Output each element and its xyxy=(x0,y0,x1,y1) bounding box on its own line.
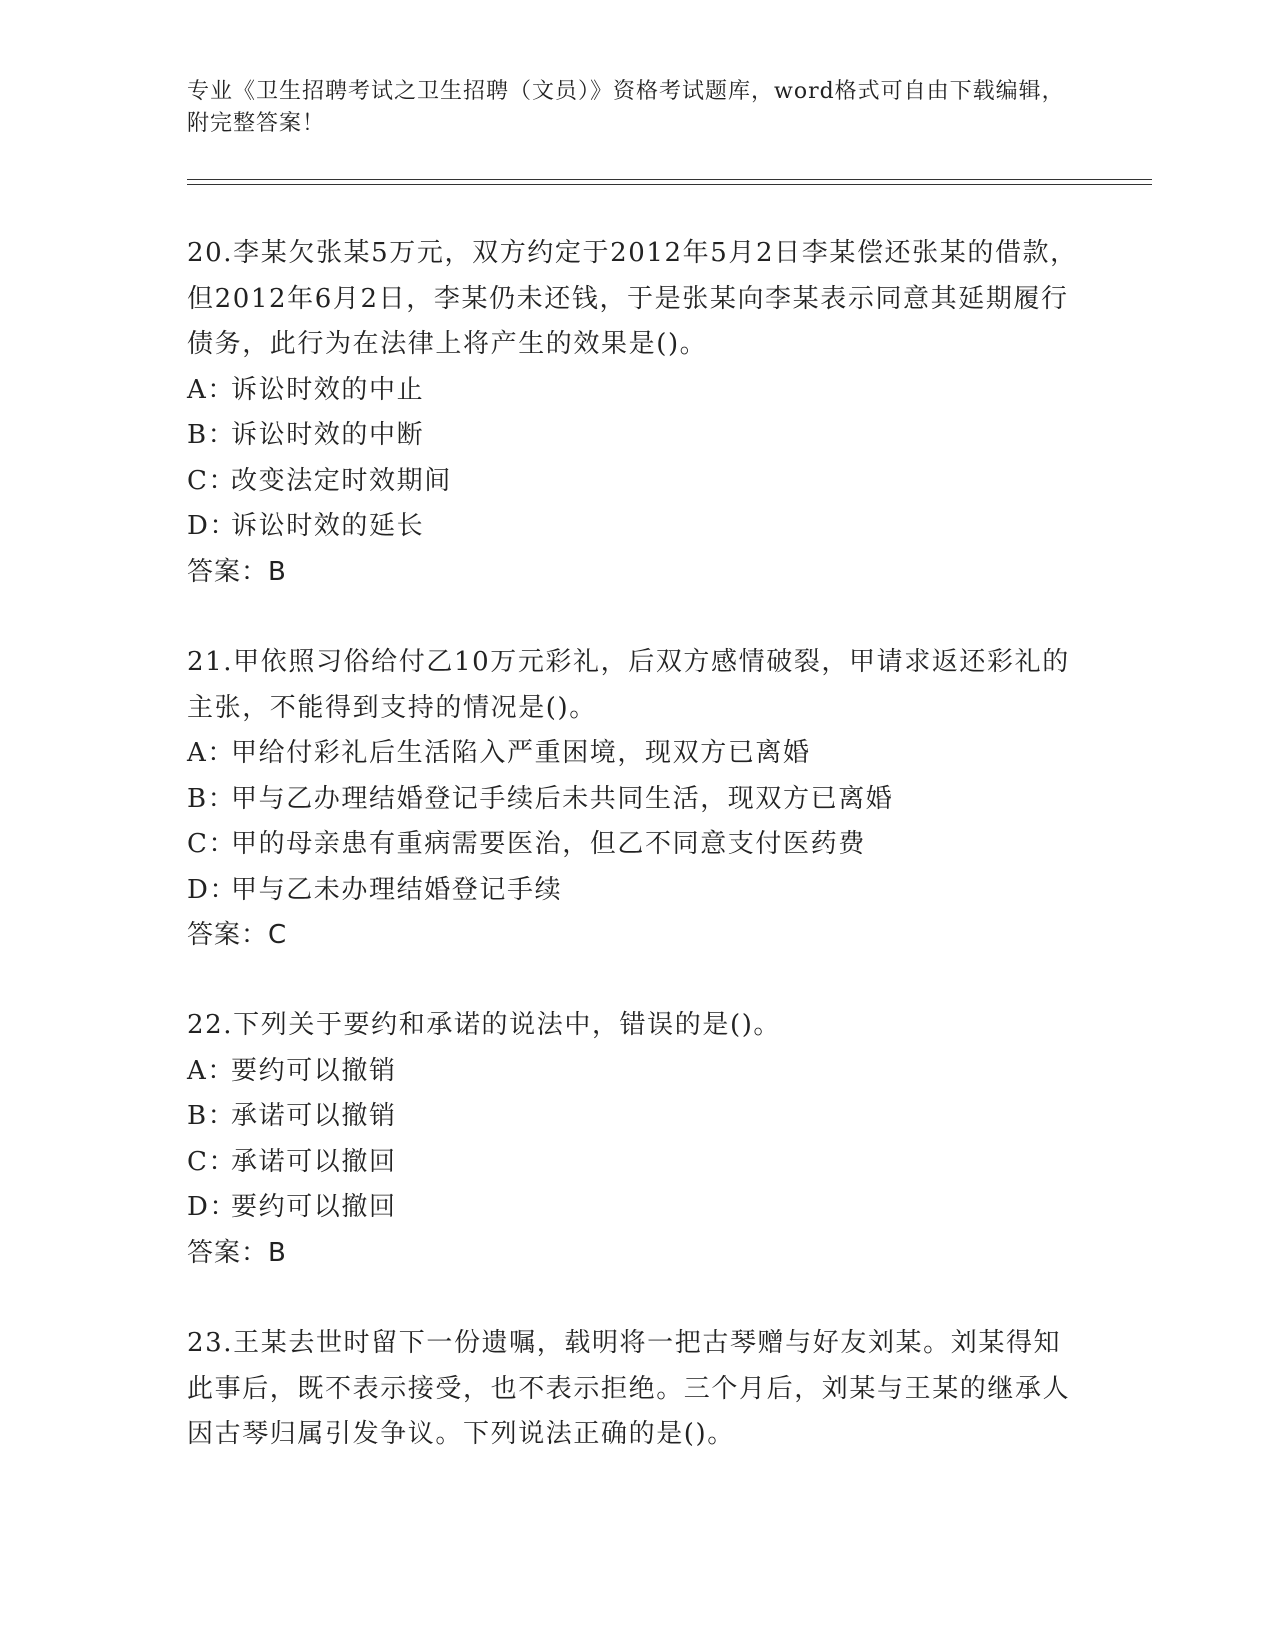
answer: 答案：B xyxy=(187,1237,287,1268)
question-22 xyxy=(187,1003,1087,1276)
option-letter: B： xyxy=(187,420,236,450)
option-text: 要约可以撤回 xyxy=(231,1192,397,1222)
option-letter: C： xyxy=(187,829,237,859)
option-c xyxy=(187,459,1087,505)
option-text: 甲的母亲患有重病需要医治，但乙不同意支付医药费 xyxy=(231,829,866,859)
question-stem: 21.甲依照习俗给付乙10万元彩礼，后双方感情破裂，甲请求返还彩礼的主张，不能得到支持的情况是()。 xyxy=(187,647,1070,723)
option-text: 要约可以撤销 xyxy=(231,1055,397,1086)
option-letter: D： xyxy=(187,874,238,905)
header-divider xyxy=(187,179,1152,180)
header-divider-secondary xyxy=(187,184,1152,185)
option-letter: D： xyxy=(187,1192,238,1222)
option-letter: A： xyxy=(187,738,235,768)
option-a xyxy=(187,368,1087,414)
option-c xyxy=(187,822,1087,868)
option-text: 诉讼时效的延长 xyxy=(231,511,425,541)
answer: 答案：C xyxy=(187,920,288,950)
option-a xyxy=(187,1049,1087,1095)
option-text: 改变法定时效期间 xyxy=(231,465,452,496)
answer: 答案：B xyxy=(187,556,287,587)
option-b xyxy=(187,413,1087,459)
option-text: 诉讼时效的中断 xyxy=(231,420,425,450)
option-a xyxy=(187,731,1087,777)
option-letter: A： xyxy=(187,374,235,405)
option-text: 承诺可以撤销 xyxy=(231,1101,397,1131)
question-23 xyxy=(187,1321,1087,1458)
question-stem: 23.王某去世时留下一份遗嘱，载明将一把古琴赠与好友刘某。刘某得知此事后，既不表示接受，也不表示拒绝。三个月后，刘某与王某的继承人因古琴归属引发争议。下列说法正确的是()。 xyxy=(187,1328,1071,1449)
option-letter: B： xyxy=(187,1101,236,1131)
option-text: 诉讼时效的中止 xyxy=(231,374,425,405)
option-letter: D： xyxy=(187,511,238,541)
option-d xyxy=(187,1185,1087,1231)
option-c xyxy=(187,1140,1087,1186)
question-stem: 22.下列关于要约和承诺的说法中，错误的是()。 xyxy=(187,1010,782,1040)
option-text: 甲给付彩礼后生活陷入严重困境，现双方已离婚 xyxy=(231,738,811,768)
option-b xyxy=(187,777,1087,823)
option-text: 甲与乙未办理结婚登记手续 xyxy=(231,874,563,905)
question-20 xyxy=(187,231,1087,595)
option-d xyxy=(187,504,1087,550)
option-letter: C： xyxy=(187,465,237,496)
question-stem: 20.李某欠张某5万元，双方约定于2012年5月2日李某偿还张某的借款，但2012年6月2日，李某仍未还钱，于是张某向李某表示同意其延期履行债务，此行为在法律上将产生的效果是()。 xyxy=(187,238,1078,359)
option-b xyxy=(187,1094,1087,1140)
document-header xyxy=(187,76,1067,140)
header-text: 专业《卫生招聘考试之卫生招聘（文员）》资格考试题库，word格式可自由下载编辑，附完整答案！ xyxy=(187,79,1065,136)
option-text: 承诺可以撤回 xyxy=(231,1146,397,1177)
option-letter: A： xyxy=(187,1055,235,1086)
option-d xyxy=(187,868,1087,914)
option-letter: C： xyxy=(187,1146,237,1177)
option-text: 甲与乙办理结婚登记手续后未共同生活，现双方已离婚 xyxy=(231,783,894,814)
question-21 xyxy=(187,640,1087,959)
option-letter: B： xyxy=(187,783,236,814)
